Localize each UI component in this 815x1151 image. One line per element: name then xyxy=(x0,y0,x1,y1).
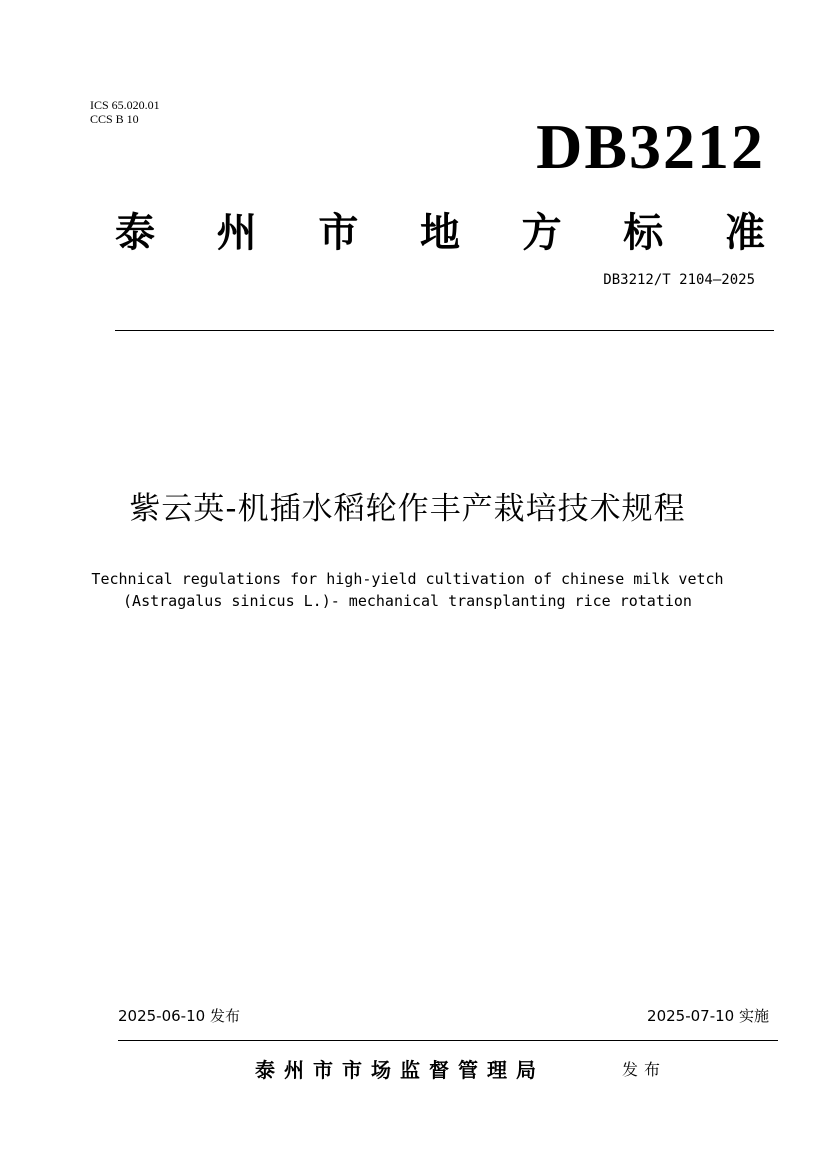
standard-number: DB3212/T 2104—2025 xyxy=(603,272,755,288)
title-en-line-2: (Astragalus sinicus L.)- mechanical transplanting rice rotation xyxy=(123,592,692,610)
publisher-name: 泰州市市场监督管理局 xyxy=(255,1058,545,1082)
standard-type-char: 地 xyxy=(419,209,460,256)
title-en-line-1: Technical regulations for high-yield cultivation of chinese milk vetch xyxy=(91,570,724,588)
document-title-en xyxy=(0,568,815,612)
publish-label: 发布 xyxy=(622,1060,667,1079)
classification-codes xyxy=(90,98,160,126)
header-divider xyxy=(115,330,774,331)
standard-type-char: 泰 xyxy=(115,209,155,256)
standard-type-char: 方 xyxy=(521,209,562,256)
standard-type-char: 标 xyxy=(623,209,664,256)
footer-divider xyxy=(118,1040,778,1041)
standard-type-title xyxy=(115,208,765,258)
standard-type-char: 市 xyxy=(318,209,359,256)
implementation-date: 2025-07-10 实施 xyxy=(647,1007,769,1025)
standard-type-char: 州 xyxy=(216,209,257,256)
ccs-code: CCS B 10 xyxy=(90,112,139,126)
standard-type-char: 准 xyxy=(724,209,765,256)
document-title-zh: 紫云英-机插水稻轮作丰产栽培技术规程 xyxy=(129,491,686,527)
issue-date: 2025-06-10 发布 xyxy=(118,1007,240,1025)
ics-code: ICS 65.020.01 xyxy=(90,98,160,112)
standard-code: DB3212 xyxy=(536,111,765,182)
